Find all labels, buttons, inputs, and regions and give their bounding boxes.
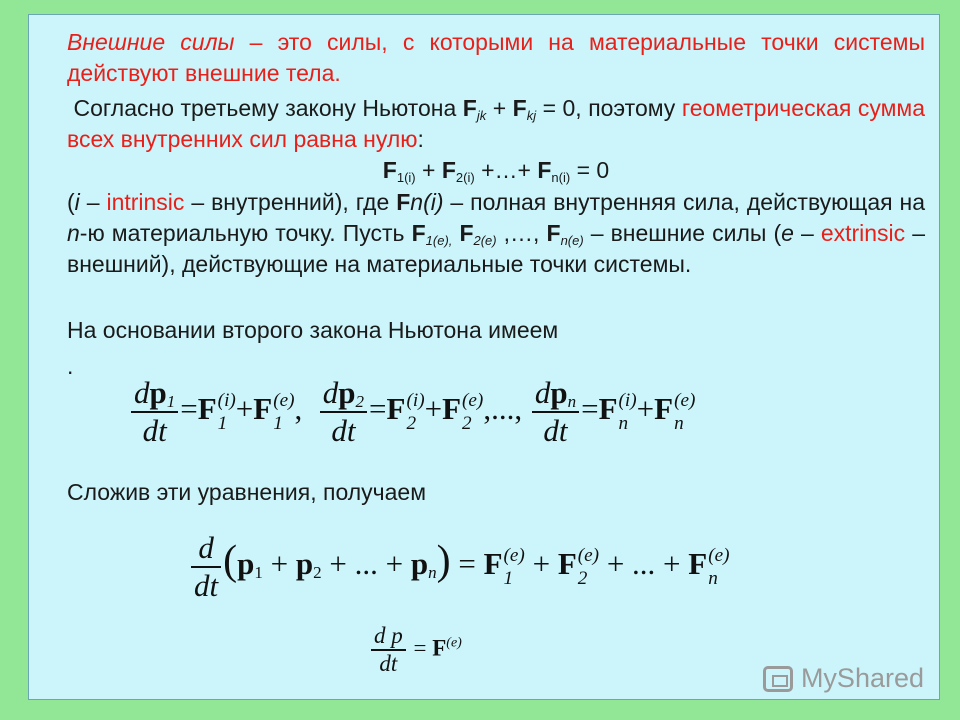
dt: dt <box>331 413 356 448</box>
paragraph-summing <box>67 477 925 508</box>
index-n: n <box>708 568 718 589</box>
term-extrinsic: extrinsic <box>820 220 906 246</box>
superscript-e: (e) <box>674 389 696 411</box>
force-symbol: F <box>512 95 527 121</box>
force-symbol: F <box>459 220 474 246</box>
summed-equation <box>189 530 730 604</box>
dp: d p <box>371 623 406 651</box>
paragraph-external-forces <box>67 27 925 89</box>
momentum-p: p <box>149 375 167 410</box>
material-point-text: -ю материальную точку. Пусть <box>79 220 405 246</box>
force-symbol: F <box>197 391 217 427</box>
force-symbol: F <box>688 546 708 582</box>
index-1: 1 <box>503 568 514 589</box>
momentum-p: p <box>338 375 356 410</box>
subscript-ne: n(e) <box>560 233 584 248</box>
external-acting-text: – внешний), действующие на материальные точки системы. <box>67 220 926 277</box>
symbol-i: i <box>74 189 80 215</box>
index-n: n <box>674 413 684 434</box>
symbol-n: n <box>67 220 80 246</box>
ellipsis: ,…, <box>496 220 540 246</box>
plus: + <box>270 546 289 582</box>
ellipsis-sum: +…+ <box>481 157 531 183</box>
final-equation <box>369 623 462 677</box>
symbol-paren-i: (i) <box>423 189 444 215</box>
force-symbol: F <box>537 157 552 183</box>
subscript-1i: 1(i) <box>396 170 416 185</box>
plus-sign: + <box>492 95 507 121</box>
index-n: n <box>428 563 437 583</box>
force-symbol: F <box>441 157 456 183</box>
momentum-p: p <box>410 546 429 582</box>
ellipsis: + ... + <box>329 546 404 582</box>
d: d <box>191 530 221 568</box>
left-paren: ( <box>223 538 238 585</box>
dt: dt <box>142 413 167 448</box>
ellipsis: + ... + <box>606 546 681 582</box>
right-paren: ) <box>436 538 451 585</box>
derivative-p2 <box>320 375 367 449</box>
presentation-icon <box>763 666 793 692</box>
comma: , <box>294 391 303 427</box>
dash: – <box>234 29 278 55</box>
colon: : <box>417 126 424 152</box>
force-symbol: F <box>483 546 503 582</box>
force-symbol: F <box>432 635 447 661</box>
superscript-i: (i) <box>406 389 425 411</box>
force-symbol: F <box>546 220 561 246</box>
dot: . <box>67 353 74 379</box>
superscript-i: (i) <box>618 389 637 411</box>
index-2: 2 <box>577 568 588 589</box>
plus: + <box>532 546 551 582</box>
derivative-pn <box>532 375 579 449</box>
d: d <box>534 375 551 410</box>
dt: dt <box>194 568 219 603</box>
superscript-e: (e) <box>577 544 600 566</box>
dash: – <box>79 189 107 215</box>
equals: = <box>581 391 599 427</box>
index-2: 2 <box>406 413 417 434</box>
superscript-e: (e) <box>708 544 730 566</box>
superscript-e: (e) <box>446 635 462 651</box>
index-2: 2 <box>313 563 322 583</box>
ellipsis: ,..., <box>483 391 523 427</box>
force-symbol: F <box>411 220 426 246</box>
index-1: 1 <box>217 413 228 434</box>
force-symbol: F <box>462 95 477 121</box>
paragraph-third-law <box>67 93 925 155</box>
external-forces-text: – внешние силы ( <box>583 220 782 246</box>
force-symbol: F <box>386 391 406 427</box>
d: d <box>322 375 339 410</box>
momentum-p: p <box>295 546 314 582</box>
index-2: 2 <box>355 392 365 411</box>
term-external-forces: Внешние силы <box>67 29 235 55</box>
third-law-intro: Согласно третьему закону Ньютона <box>73 95 457 121</box>
derivative-operator <box>191 530 221 604</box>
subscript-ni: n(i) <box>551 170 571 185</box>
force-symbol: F <box>382 157 397 183</box>
superscript-i: (i) <box>217 389 236 411</box>
force-symbol: F <box>396 189 411 215</box>
subscript-2i: 2(i) <box>455 170 475 185</box>
force-symbol: F <box>253 391 273 427</box>
total-internal-force-text: – полная внутренняя сила, действующая на <box>443 189 926 215</box>
equals: = <box>369 391 387 427</box>
definition-text: это силы, с которыми на материальные точки системы действуют внешние тела. <box>67 29 925 86</box>
watermark <box>763 663 924 694</box>
term-intrinsic: intrinsic <box>106 189 185 215</box>
index-kj: kj <box>526 108 537 123</box>
force-symbol: F <box>557 546 577 582</box>
index-2: 2 <box>462 413 472 434</box>
force-symbol: F <box>598 391 618 427</box>
equals-zero-text: = 0, поэтому <box>542 95 676 121</box>
symbol-n: n <box>410 189 424 215</box>
newton-equations <box>129 375 695 449</box>
summing-text: Сложив эти уравнения, получаем <box>67 479 427 505</box>
equals: = <box>180 391 198 427</box>
open-paren: ( <box>67 189 75 215</box>
dt: dt <box>379 651 398 676</box>
paragraph-second-law <box>67 315 925 346</box>
subscript-2e: 2(e) <box>473 233 497 248</box>
superscript-e: (e) <box>462 389 484 411</box>
dash: – <box>793 220 821 246</box>
d: d <box>134 375 150 410</box>
plus: + <box>424 391 443 427</box>
internal-forces-sum-equation <box>67 155 925 186</box>
slide <box>28 14 940 700</box>
momentum-p: p <box>237 546 255 582</box>
paragraph-definitions <box>67 187 925 280</box>
index-n: n <box>618 413 629 434</box>
index-1: 1 <box>273 413 283 434</box>
superscript-e: (e) <box>273 389 295 411</box>
index-1: 1 <box>254 563 263 583</box>
momentum-p: p <box>550 375 568 410</box>
index-jk: jk <box>476 108 487 123</box>
force-symbol: F <box>654 391 674 427</box>
superscript-e: (e) <box>503 544 525 566</box>
derivative-p <box>371 623 406 677</box>
watermark-text: MyShared <box>800 663 924 693</box>
equals: = <box>413 635 427 661</box>
subscript-1e: 1(e), <box>425 233 453 248</box>
index-1: 1 <box>166 392 176 411</box>
plus: + <box>235 391 254 427</box>
equals: = <box>458 546 476 582</box>
force-symbol: F <box>442 391 462 427</box>
symbol-e: e <box>781 220 794 246</box>
plus-sign: + <box>422 157 436 183</box>
internal-where-text: – внутренний), где <box>184 189 390 215</box>
derivative-p1 <box>131 375 178 449</box>
index-n: n <box>567 392 577 411</box>
dt: dt <box>543 413 568 448</box>
internal-sum-statement: геометрическая сумма всех внутренних сил равна нулю <box>67 95 926 152</box>
equals-zero: = 0 <box>576 157 610 183</box>
plus: + <box>636 391 655 427</box>
second-law-text: На основании второго закона Ньютона имеем <box>67 317 559 343</box>
